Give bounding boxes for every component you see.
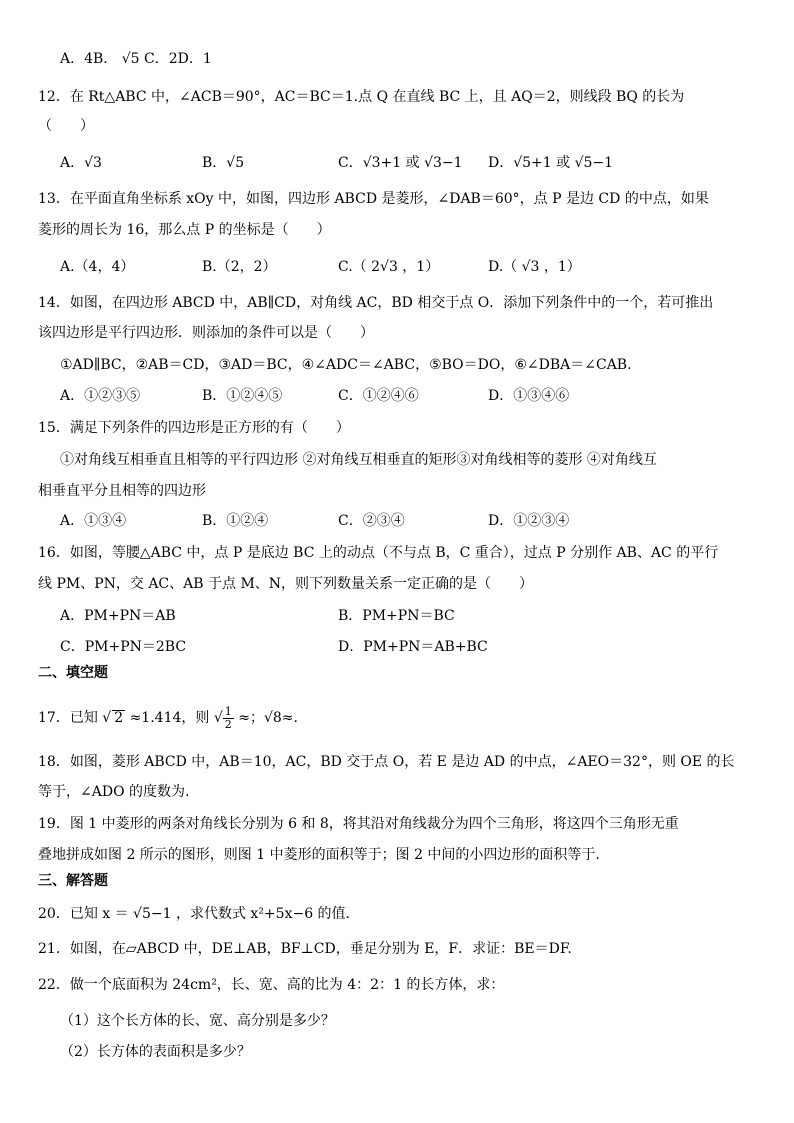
q16-option-b: B．PM+PN＝BC (338, 608, 455, 624)
q16-line1 (0, 543, 794, 563)
q19-stem: 19．图 1 中菱形的两条对角线长分别为 6 和 8，将其沿对角线裁分为四个三角形，将这四个三角形无重 (38, 816, 679, 832)
q12-stem: 12．在 Rt△ABC 中，∠ACB＝90°，AC＝BC＝1.点 Q 在直线 BC 上，且 AQ＝2，则线段 BQ 的长为 (38, 89, 685, 105)
q12-line2 (0, 116, 794, 136)
q15-line1 (0, 418, 794, 438)
q17-sqrt2: 2 (114, 710, 124, 726)
q13-line1 (0, 189, 794, 209)
q20-line (0, 904, 794, 924)
q16-stem-cont: 线 PM、PN，交 AC、AB 于点 M、N，则下列数量关系一定正确的是（ ） (38, 576, 534, 592)
q15-conditions: ①对角线互相垂直且相等的平行四边形 ②对角线互相垂直的矩形③对角线相等的菱形 ④对角线互 (60, 452, 657, 468)
q14-options (0, 386, 794, 406)
q22-line2 (0, 1011, 794, 1031)
section-3-heading: 三、解答题 (38, 873, 108, 889)
q22-part-1: （1）这个长方体的长、宽、高分别是多少？ (60, 1013, 335, 1029)
q11-options-text: A．4B． √5 C．2D．1 (60, 51, 212, 67)
q14-option-a: A．①②③⑤ (60, 388, 141, 404)
q16-options-cd (0, 637, 794, 657)
q18-stem: 18．如图，菱形 ABCD 中，AB＝10，AC，BD 交于点 O，若 E 是边 AD 的中点，∠AEO＝32°，则 OE 的长 (38, 754, 735, 770)
q15-conditions-cont: 相垂直平分且相等的四边形 (38, 483, 206, 499)
q19-stem-cont: 叠地拼成如图 2 所示的图形，则图 1 中菱形的面积等于；图 2 中间的小四边形的面积等于. (38, 847, 600, 863)
q12-option-d: D．√5+1 或 √5−1 (488, 155, 614, 171)
q17-middle: ≈1.414，则 (129, 710, 210, 726)
q15-option-d: D．①②③④ (488, 513, 570, 529)
q22-line3 (0, 1042, 794, 1062)
q12-option-c: C．√3+1 或 √3−1 (338, 155, 463, 171)
q13-line2 (0, 220, 794, 240)
q16-stem: 16．如图，等腰△ABC 中，点 P 是底边 BC 上的动点（不与点 B，C 重合），过点 P 分别作 AB、AC 的平行 (38, 545, 719, 561)
q16-option-c: C．PM+PN＝2BC (60, 639, 187, 655)
q13-option-a: A.（4，4） (60, 259, 135, 275)
q21-stem: 21．如图，在▱ABCD 中，DE⊥AB，BF⊥CD，垂足分别为 E，F．求证：BE＝DF. (38, 941, 572, 957)
q16-option-d: D．PM+PN＝AB+BC (338, 639, 488, 655)
q13-stem: 13．在平面直角坐标系 xOy 中，如图，四边形 ABCD 是菱形，∠DAB＝60°，点 P 是边 CD 的中点，如果 (38, 191, 709, 207)
q12-option-b: B．√5 (202, 155, 245, 171)
q13-options (0, 257, 794, 277)
q17-end: ≈；√8≈. (238, 710, 298, 726)
q22-part-2: （2）长方体的表面积是多少？ (60, 1044, 251, 1060)
q18-stem-cont: 等于，∠ADO 的度数为. (38, 784, 190, 800)
q15-option-b: B．①②④ (202, 513, 269, 529)
section-fill-in-title (0, 663, 794, 683)
q12-option-a: A．√3 (60, 155, 102, 171)
q12-bracket: （ ） (38, 118, 94, 134)
q14-option-d: D．①③④⑥ (488, 388, 570, 404)
q12-options (0, 153, 794, 173)
q14-stem: 14．如图，在四边形 ABCD 中，AB∥CD，对角线 AC，BD 相交于点 O．添加下列条件中的一个，若可推出 (38, 295, 714, 311)
q17-line (0, 704, 794, 732)
q16-line2 (0, 574, 794, 594)
q17-prefix: 17．已知 (38, 710, 98, 726)
q13-option-b: B.（2，2） (202, 259, 277, 275)
section-2-heading: 二、填空题 (38, 665, 108, 681)
q15-stem: 15．满足下列条件的四边形是正方形的有（ ） (38, 420, 350, 436)
q22-line1 (0, 975, 794, 995)
q19-line1 (0, 814, 794, 834)
section-solve-title (0, 871, 794, 891)
q15-options (0, 511, 794, 531)
q14-option-b: B．①②④⑤ (202, 388, 283, 404)
q16-options-ab (0, 606, 794, 626)
q13-option-c: C.（ 2√3 ，1） (338, 259, 440, 275)
q12-line1 (0, 87, 794, 107)
q14-line1 (0, 293, 794, 313)
q14-conditions (0, 355, 794, 375)
q15-option-c: C．②③④ (338, 513, 405, 529)
q14-option-c: C．①②④⑥ (338, 388, 419, 404)
q21-line (0, 939, 794, 959)
q11-options (0, 49, 794, 69)
q17-content: 17．已知 √ 2 ≈1.414，则 √ $\frac{1}{2}$ ≈；√8≈. (38, 704, 298, 731)
q13-stem-cont: 菱形的周长为 16，那么点 P 的坐标是（ ） (38, 222, 331, 238)
q18-line1 (0, 752, 794, 772)
q15-line2 (0, 450, 794, 470)
q15-line3 (0, 481, 794, 501)
q20-stem: 20．已知 x ＝ √5−1 ，求代数式 x²+5x−6 的值. (38, 906, 351, 922)
q17-half-fraction: $\frac{1}{2}$ (224, 704, 232, 731)
q14-conditions-text: ①AD∥BC，②AB＝CD，③AD＝BC，④∠ADC＝∠ABC，⑤BO＝DO，⑥∠DBA＝∠CAB. (60, 357, 632, 373)
q19-line2 (0, 845, 794, 865)
q14-stem-cont: 该四边形是平行四边形．则添加的条件可以是（ ） (38, 325, 374, 341)
q22-stem: 22．做一个底面积为 24cm²，长、宽、高的比为 4：2：1 的长方体，求： (38, 977, 505, 993)
q13-option-d: D.（ √3 ，1） (488, 259, 581, 275)
q16-option-a: A．PM+PN＝AB (60, 608, 176, 624)
q15-option-a: A．①③④ (60, 513, 127, 529)
q14-line2 (0, 323, 794, 343)
q18-line2 (0, 782, 794, 802)
